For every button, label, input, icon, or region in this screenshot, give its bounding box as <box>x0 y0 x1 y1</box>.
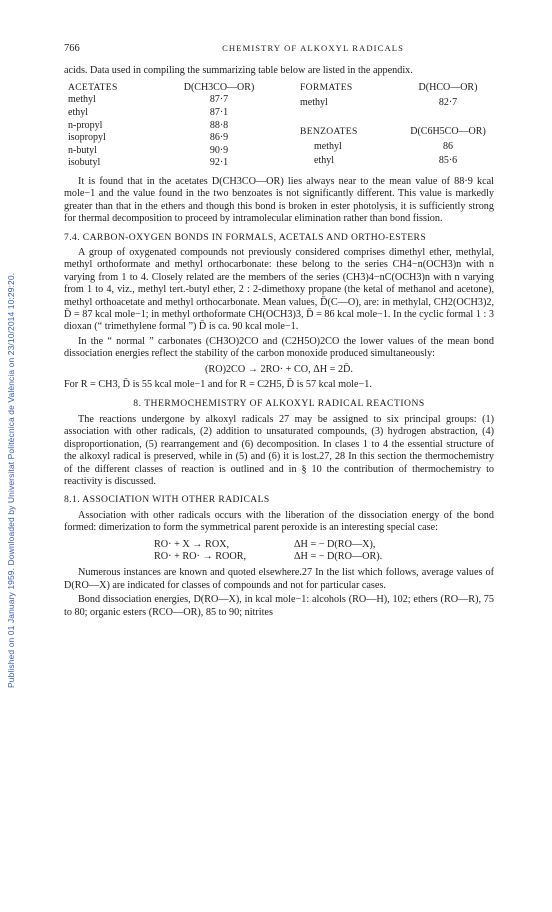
download-notice: Published on 01 January 1959. Downloaded by Universitat Politècnica de València on 23/10/2014 10:29:20. <box>6 272 16 688</box>
section-7-4-paragraph-3: For R = CH3, D̄ is 55 kcal mole−1 and for R = C2H5, D̄ is 57 kcal mole−1. <box>64 379 372 391</box>
bond-energy: 85·6 <box>438 155 458 167</box>
dissociation-tables <box>64 82 494 170</box>
enthalpy: ΔH = − D(RO—X), <box>294 538 376 550</box>
table-row <box>64 132 274 145</box>
formates-column-header: D(HCO—OR) <box>418 81 478 93</box>
intro-paragraph: acids. Data used in compiling the summarizing table below are listed in the appendix. <box>64 65 413 77</box>
acetates-column-header: D(CH3CO—OR) <box>183 81 255 93</box>
table-row <box>64 94 274 107</box>
table-row <box>64 107 274 120</box>
compound-name: ethyl <box>314 155 334 167</box>
compound-name: ethyl <box>68 107 88 118</box>
compound-name: methyl <box>314 140 342 152</box>
acetates-paragraph: It is found that in the acetates D(CH3CO—OR) lies always near to the mean value of 88·9 kcal mole−1 and the value found in the two benzoates is not significantly different. This value is markedly greater than that in the ethers and though this bond is broken in ester photolysis, it is sufficiently strong for thermal decomposition to proceed by intramolecular elimination rather than bond fission. <box>64 175 494 225</box>
equation-row <box>154 539 494 551</box>
formates-label: FORMATES <box>300 81 353 93</box>
compound-name: n-propyl <box>68 119 103 131</box>
table-row <box>300 97 494 112</box>
reaction: RO· + RO· → ROOR, <box>154 550 247 562</box>
bond-energy: 86·9 <box>209 132 229 144</box>
benzoates-column-header: D(C6H5CO—OR) <box>410 125 486 137</box>
acetates-table <box>64 82 274 170</box>
compound-name: n-butyl <box>68 144 97 156</box>
table-row <box>300 141 494 156</box>
page-header <box>64 42 494 55</box>
benzoates-label: BENZOATES <box>300 125 358 137</box>
acetates-label: ACETATES <box>68 81 118 93</box>
compound-name: isobutyl <box>68 157 101 169</box>
compound-name: isopropyl <box>68 132 106 144</box>
section-8-1-heading: 8.1. ASSOCIATION WITH OTHER RADICALS <box>64 494 270 506</box>
carbonate-equation: (RO)2CO → 2RO· + CO, ΔH = 2D̄. <box>205 363 353 375</box>
compound-name: methyl <box>300 96 328 108</box>
bond-energy: 88·8 <box>209 119 229 131</box>
bond-energy: 92·1 <box>209 157 229 169</box>
bond-energy: 90·9 <box>209 144 229 156</box>
bond-energy: 87·7 <box>209 94 229 106</box>
section-7-4-paragraph-2: In the “ normal ” carbonates (CH3O)2CO and (C2H5O)2CO the lower values of the mean bond dissociation energies reflect the stability of the carbon monoxide produced simultaneously: <box>64 335 494 360</box>
page-number: 766 <box>64 43 80 54</box>
section-8-1-paragraph-1: Association with other radicals occurs with the liberation of the dissociation energy of the bond formed: dimerization to form the symmetrical parent peroxide is an interesting special case: <box>64 509 494 534</box>
section-8-1-paragraph-2: Numerous instances are known and quoted elsewhere.27 In the list which follows, average values of D(RO—X) are indicated for classes of compounds and not for particular cases. <box>64 567 494 591</box>
bond-energy: 82·7 <box>438 96 458 108</box>
bond-energy: 86 <box>443 140 453 152</box>
section-7-4-paragraph-1: A group of oxygenated compounds not previously considered comprises dimethyl ether, methylal, methyl orthoformate and methyl orthocarbonate: these belong to the series CH4−n(OCH3)n with n varying from 1 to 4. Closely related are the members of the series (CH3)4−nC(OCH3)n with n varying from 1 to 4, viz., methyl tert.-butyl ether, 2 : 2-dimethoxy propane (the ketal of methanol and acetone), methyl orthoacetate and methyl orthocarbonate. Mean values, D̄(C—O), are: in methylal, CH2(OCH3)2, D̄ = 87 kcal mole−1; in methyl orthoformate CH(OCH3)3, D̄ = 86 kcal mole−1. In the cyclic formal 1 : 3 dioxan (“ trimethylene formal ”) D̄ is ca. 90 kcal mole−1. <box>64 247 494 333</box>
association-equations <box>154 539 494 564</box>
section-8-heading: 8. THERMOCHEMISTRY OF ALKOXYL RADICAL REACTIONS <box>133 398 425 410</box>
reaction: RO· + X → ROX, <box>154 538 230 550</box>
table-row <box>64 145 274 158</box>
compound-name: methyl <box>68 94 96 106</box>
enthalpy: ΔH = − D(RO—OR). <box>294 550 383 562</box>
table-row <box>64 157 274 170</box>
table-row <box>64 120 274 133</box>
formates-benzoates-table <box>300 82 494 170</box>
page-content <box>64 42 494 621</box>
running-title: CHEMISTRY OF ALKOXYL RADICALS <box>222 43 404 53</box>
table-row <box>300 155 494 170</box>
bond-energy: 87·1 <box>209 107 229 118</box>
equation-row <box>154 551 494 563</box>
section-8-paragraph: The reactions undergone by alkoxyl radicals 27 may be assigned to six principal groups: (1) association with other radicals, (2) addition to unsaturated compounds, (3) hydrogen abstraction, (4) disproportionation, (5) rearrangement and (6) decomposition. In clases 1 to 4 the essential structure of the alkoxyl radical is preserved, while in (5) and (6) it is lost.27, 28 In this section the thermochemistry of the different classes of reaction is outlined and in § 10 the contribution of thermochemistry to reactivity is discussed. <box>64 413 494 487</box>
section-8-1-paragraph-3: Bond dissociation energies, D(RO—X), in kcal mole−1: alcohols (RO—H), 102; ethers (RO—R), 75 to 80; organic esters (RCO—OR), 85 to 90; nitrites <box>64 594 494 618</box>
section-7-4-heading: 7.4. CARBON-OXYGEN BONDS IN FORMALS, ACETALS AND ORTHO-ESTERS <box>64 231 427 243</box>
